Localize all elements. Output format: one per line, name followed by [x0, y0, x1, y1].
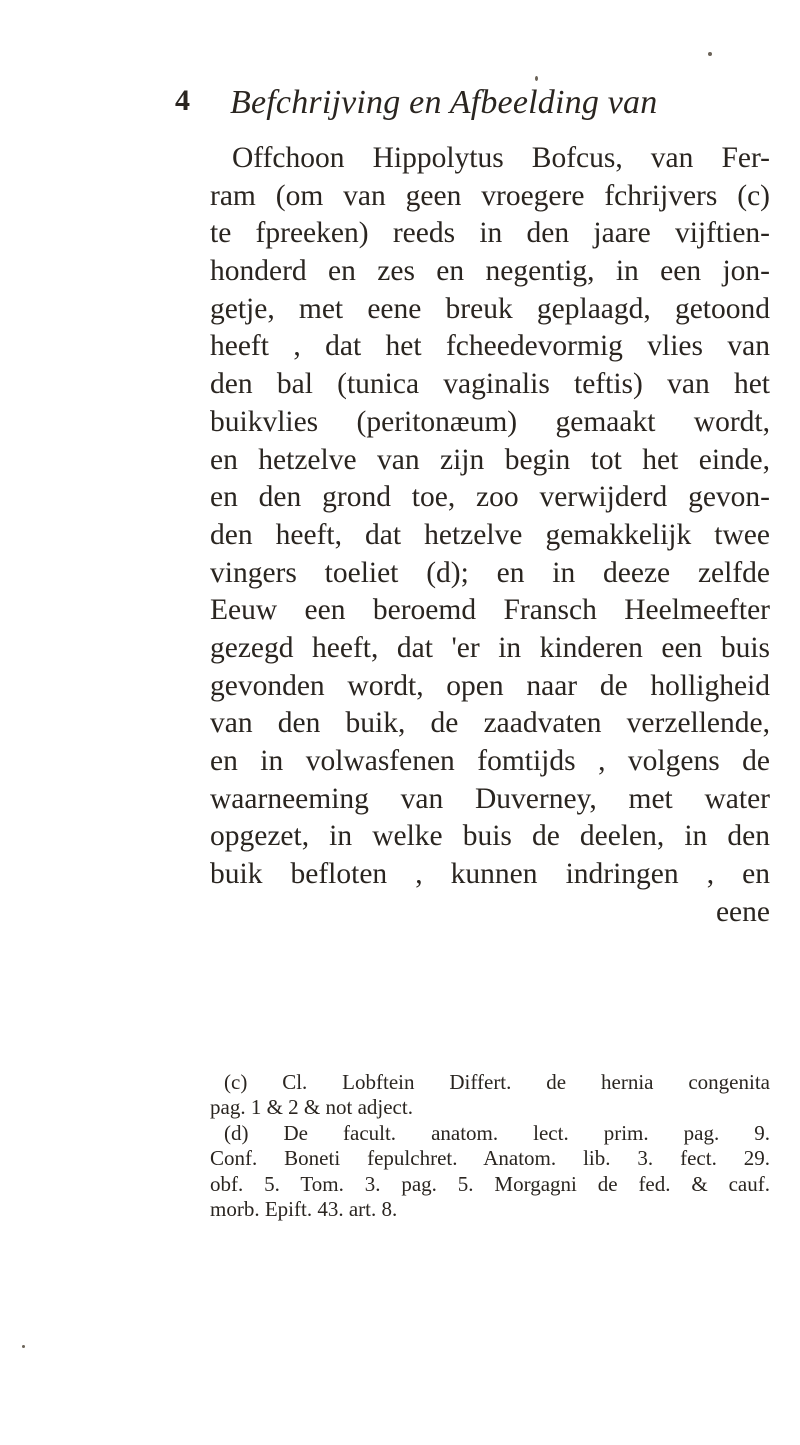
body-line: van den buik, de zaadvaten verzellende, [210, 707, 770, 740]
footnote-line: pag. 1 & 2 & not adject. [210, 1095, 413, 1120]
body-line: getje, met eene breuk geplaagd, getoond [210, 292, 770, 325]
footnote-line: (c) Cl. Lobftein Differt. de hernia congenita [224, 1070, 770, 1094]
body-text [210, 140, 770, 931]
body-line: opgezet, in welke buis de deelen, in den [210, 820, 770, 853]
body-line: gevonden wordt, open naar de holligheid [210, 669, 770, 702]
footnote-line: obf. 5. Tom. 3. pag. 5. Morgagni de fed. & cauf. [210, 1171, 770, 1196]
running-title: Befchrijving en Afbeelding van [230, 84, 658, 121]
body-line: te fpreeken) reeds in den jaare vijftien- [210, 217, 770, 250]
body-line: Offchoon Hippolytus Bofcus, van Fer- [232, 142, 770, 174]
body-line: buikvlies (peritonæum) gemaakt wordt, [210, 405, 770, 438]
body-line: en den grond toe, zoo verwijderd gevon- [210, 481, 770, 514]
footnote-line: Conf. Boneti fepulchret. Anatom. lib. 3. fect. 29. [210, 1146, 770, 1171]
ink-speck [535, 76, 538, 81]
catchword: eene [715, 895, 770, 928]
body-line: heeft , dat het fcheedevormig vlies van [210, 330, 770, 363]
body-line: en in volwasfenen fomtijds , volgens de [210, 745, 770, 777]
page-number: 4 [175, 84, 190, 117]
body-line: den heeft, dat hetzelve gemakkelijk twee [210, 518, 770, 551]
body-line: buik befloten , kunnen indringen , en [210, 858, 770, 891]
footnotes [210, 1070, 770, 1222]
body-line: vingers toeliet (d); en in deeze zelfde [210, 556, 770, 589]
footnote-line: (d) De facult. anatom. lect. prim. pag. 9. [224, 1120, 770, 1145]
body-line: Eeuw een beroemd Fransch Heelmeefter [210, 594, 770, 627]
ink-speck [22, 1345, 25, 1348]
body-line: ram (om van geen vroegere fchrijvers (c) [210, 179, 770, 212]
ink-speck [708, 52, 712, 56]
body-line: waarneeming van Duverney, met water [210, 782, 770, 815]
body-line: gezegd heeft, dat 'er in kinderen een buis [210, 631, 770, 664]
page-header [175, 84, 735, 124]
footnote-line: morb. Epift. 43. art. 8. [210, 1196, 398, 1221]
body-line: den bal (tunica vaginalis teftis) van het [210, 368, 770, 401]
body-line: honderd en zes en negentig, in een jon- [210, 255, 770, 288]
body-line: en hetzelve van zijn begin tot het einde, [210, 443, 770, 476]
